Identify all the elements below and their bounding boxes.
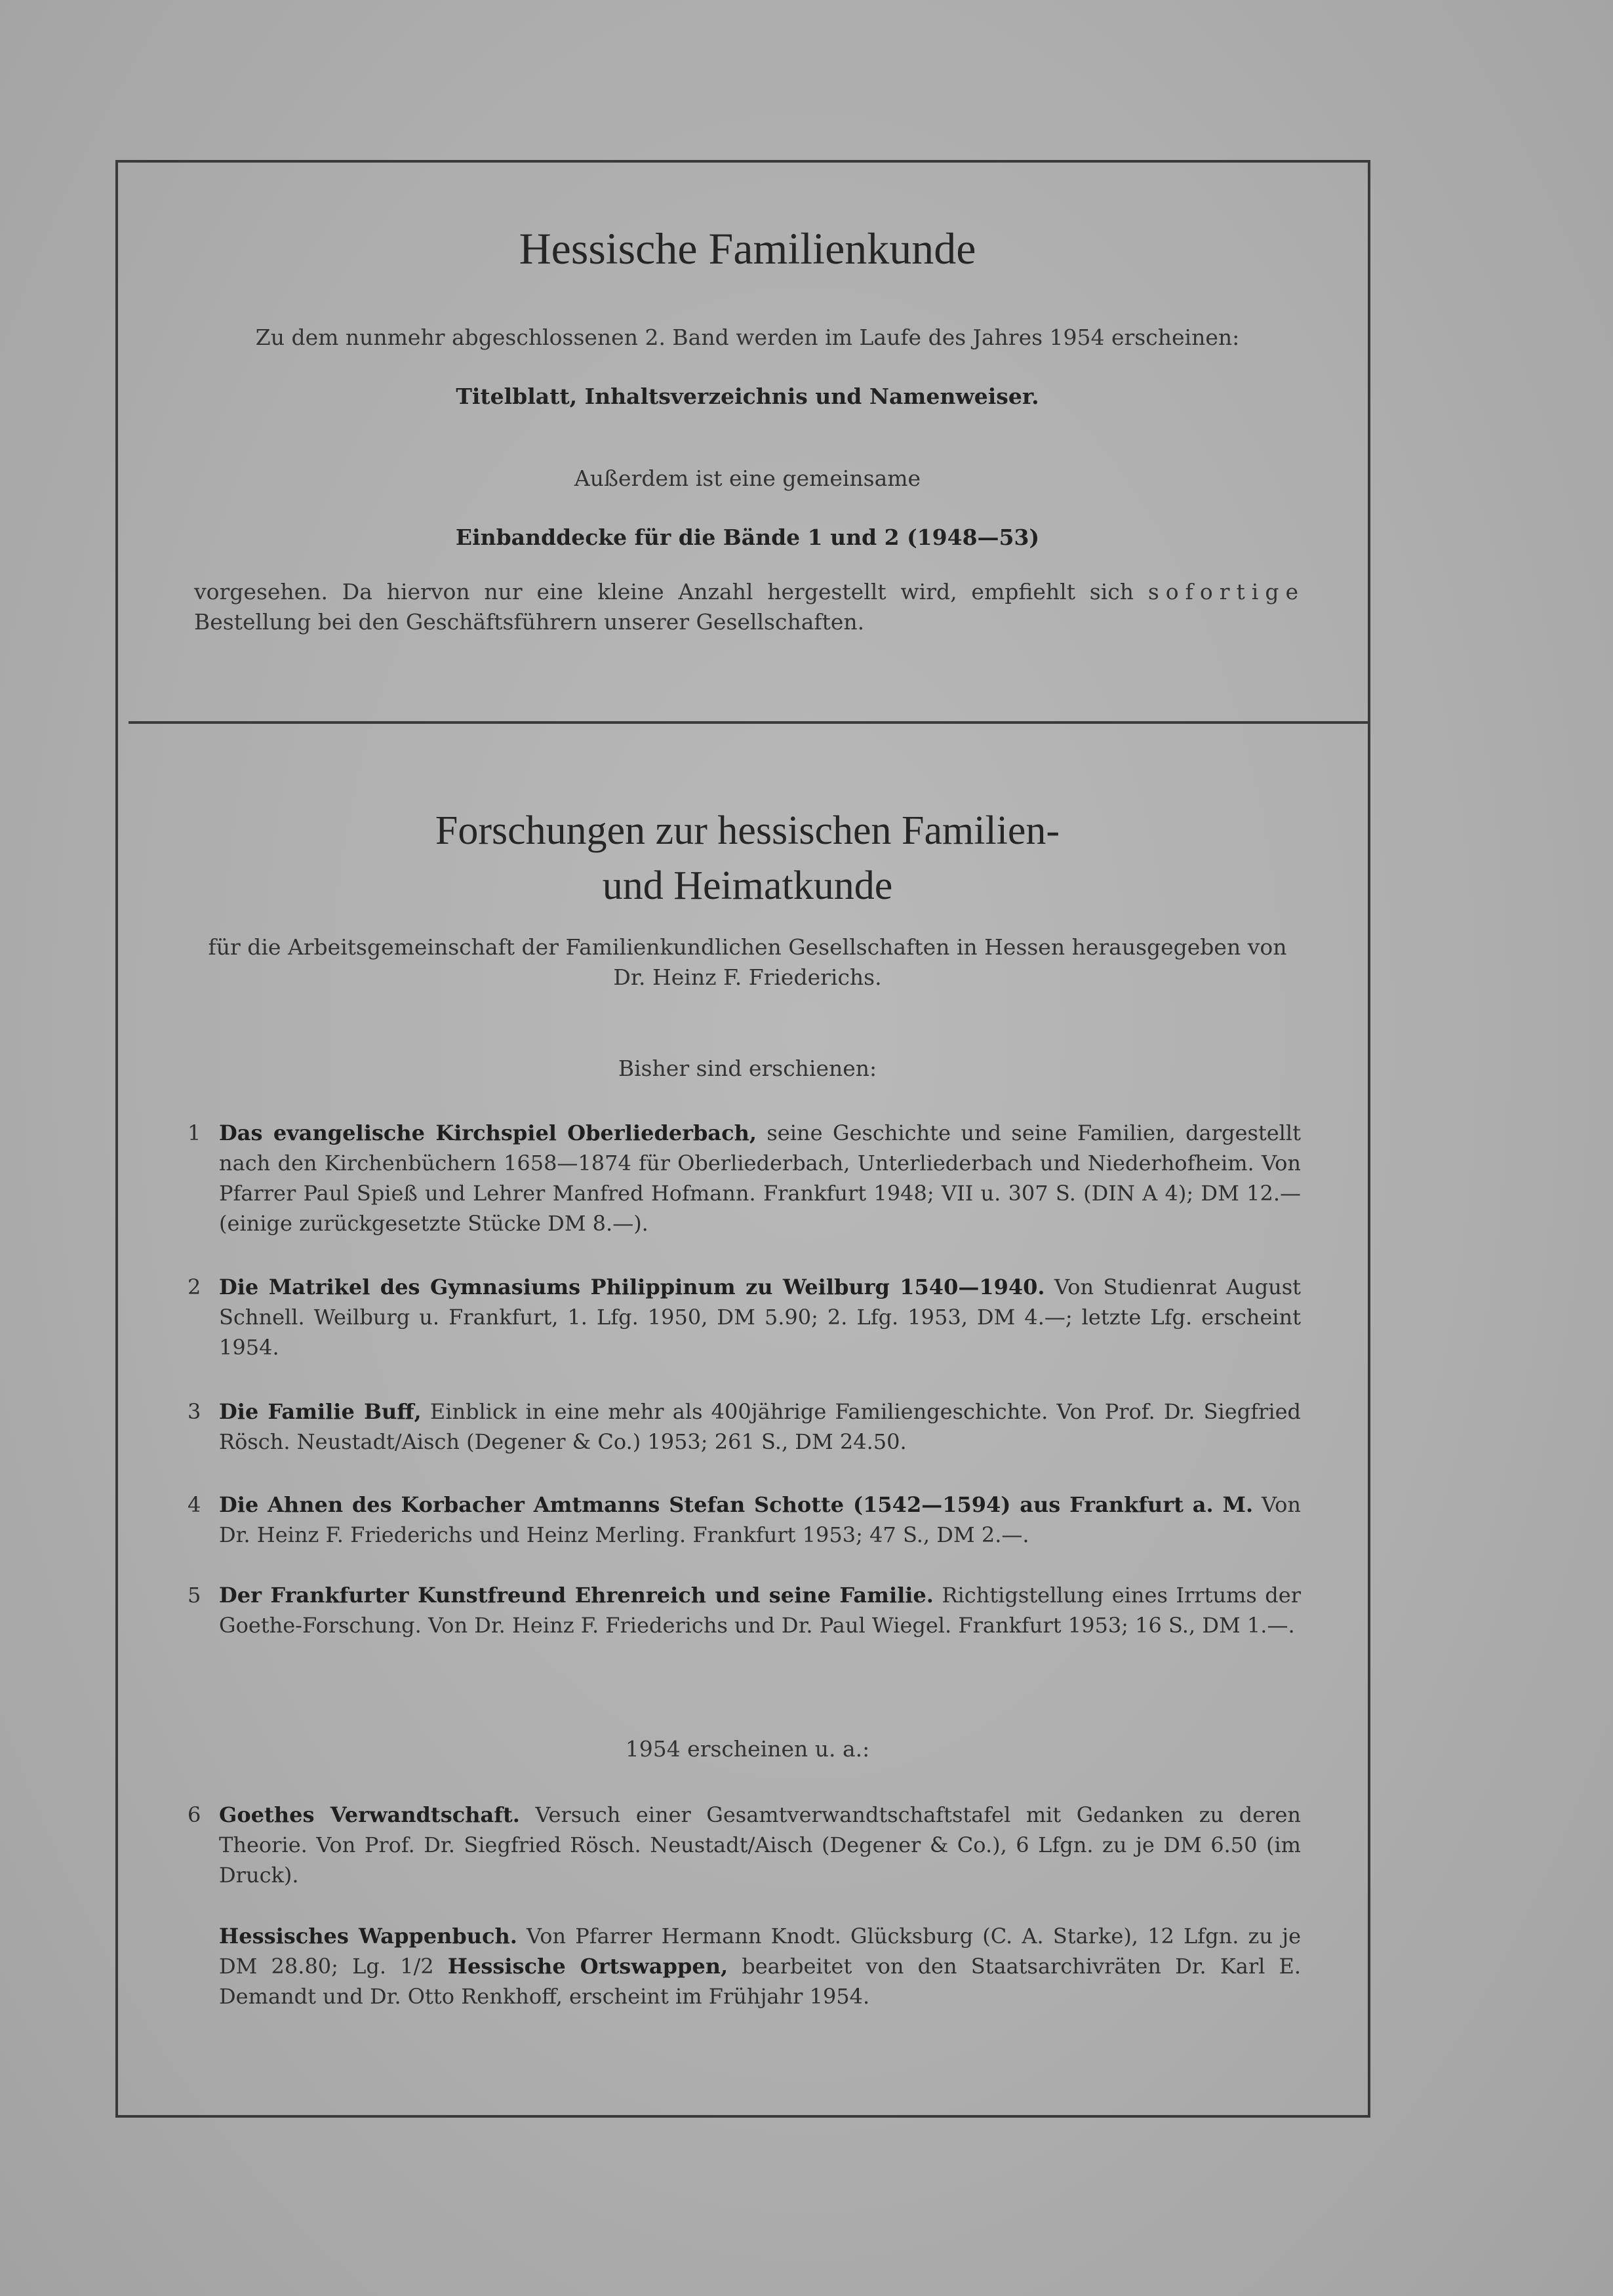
upper-note-end: Bestellung bei den Geschäftsführern unserer Gesellschaften.	[194, 609, 865, 635]
list-item-number: 1	[188, 1120, 201, 1145]
list-item-title: Die Matrikel des Gymnasiums Philippinum zu Weilburg 1540—1940.	[219, 1275, 1045, 1299]
upper-note-start: vorgesehen. Da hiervon nur eine kleine Anzahl hergestellt wird, empfiehlt sich	[194, 579, 1148, 604]
list-item-text: Von Dr. Heinz F. Friederichs und Heinz Merling. Frankfurt 1953; 47 S., DM 2.—.	[219, 1492, 1302, 1547]
list-item-number: 6	[188, 1802, 201, 1827]
upcoming-heading: 1954 erscheinen u. a.:	[625, 1736, 870, 1762]
list-item-number: 2	[188, 1275, 201, 1299]
lower-subtitle-line2: Dr. Heinz F. Friederichs.	[613, 964, 882, 990]
list-item-title: Der Frankfurter Kunstfreund Ehrenreich und seine Familie.	[219, 1583, 934, 1608]
upper-also: Außerdem ist eine gemeinsame	[574, 465, 921, 491]
upper-title: Hessische Familienkunde	[519, 224, 976, 273]
list-item-number: 4	[188, 1492, 201, 1517]
list-item-text: Einblick in eine mehr als 400jährige Familiengeschichte. Von Prof. Dr. Siegfried Rösch. Neustadt/Aisch (Degener & Co.) 1953; 261 S., DM 24.50.	[219, 1399, 1302, 1454]
list-item-text: Richtigstellung eines Irrtums der Goethe-Forschung. Von Dr. Heinz F. Friederichs und Dr. Paul Wiegel. Frankfurt 1953; 16 S., DM 1.—.	[219, 1583, 1302, 1638]
section-divider	[129, 721, 1368, 724]
lower-subtitle-line1: für die Arbeitsgemeinschaft der Familienkundlichen Gesellschaften in Hessen herausgegeben von	[208, 934, 1287, 960]
list-item-title: Hessisches Wappenbuch.	[219, 1924, 517, 1949]
list-item-title: Die Ahnen des Korbacher Amtmanns Stefan Schotte (1542—1594) aus Frankfurt a. M.	[219, 1492, 1254, 1517]
list-item-text: Versuch einer Gesamtverwandtschaftstafel mit Gedanken zu deren Theorie. Von Prof. Dr. Siegfried Rösch. Neustadt/Aisch (Degener & Co.), 6 Lfgn. zu je DM 6.50 (im Druck).	[219, 1802, 1302, 1888]
upper-note-spaced: sofortige	[1147, 579, 1305, 604]
list-item-number: 3	[188, 1399, 201, 1424]
list-item-text: seine Geschichte und seine Familien, dargestellt nach den Kirchenbüchern 1658—1874 für Oberliederbach, Unterliederbach und Niederhofheim. Von Pfarrer Paul Spieß und Lehrer Manfred Hofmann. Frankfurt 1948; VII u. 307 S. (DIN A 4); DM 12.— (einige zurückgesetzte Stücke DM 8.—).	[219, 1120, 1302, 1236]
upper-note	[194, 577, 1305, 637]
lower-title-line2: und Heimatkunde	[602, 863, 893, 908]
list-item-number: 5	[188, 1583, 201, 1608]
lower-subtitle	[190, 932, 1305, 993]
list-item-title: Goethes Verwandtschaft.	[219, 1802, 520, 1827]
list-item-subtitle: Hessische Ortswappen,	[447, 1954, 728, 1979]
upper-binding: Einbanddecke für die Bände 1 und 2 (1948—53)	[455, 525, 1040, 550]
list-item-text: Von Studienrat August Schnell. Weilburg u. Frankfurt, 1. Lfg. 1950, DM 5.90; 2. Lfg. 1953, DM 4.—; letzte Lfg. erscheint 1954.	[219, 1275, 1302, 1360]
list-item-title: Das evangelische Kirchspiel Oberliederbach,	[219, 1120, 757, 1145]
upper-items: Titelblatt, Inhaltsverzeichnis und Namenweiser.	[456, 384, 1039, 409]
list-item-text-continued: bearbeitet von den Staatsarchivräten Dr. Karl E. Demandt und Dr. Otto Renkhoff, erscheint im Frühjahr 1954.	[219, 1954, 1302, 2009]
lower-title-line1: Forschungen zur hessischen Familien-	[435, 808, 1060, 853]
list-item-title: Die Familie Buff,	[219, 1399, 422, 1424]
lower-title	[190, 803, 1305, 913]
list-item-text: Von Pfarrer Hermann Knodt. Glücksburg (C. A. Starke), 12 Lfgn. zu je DM 28.80; Lg. 1/2	[219, 1924, 1302, 1979]
upper-intro: Zu dem nunmehr abgeschlossenen 2. Band werden im Laufe des Jahres 1954 erscheinen:	[255, 325, 1240, 350]
published-heading: Bisher sind erschienen:	[618, 1056, 877, 1081]
